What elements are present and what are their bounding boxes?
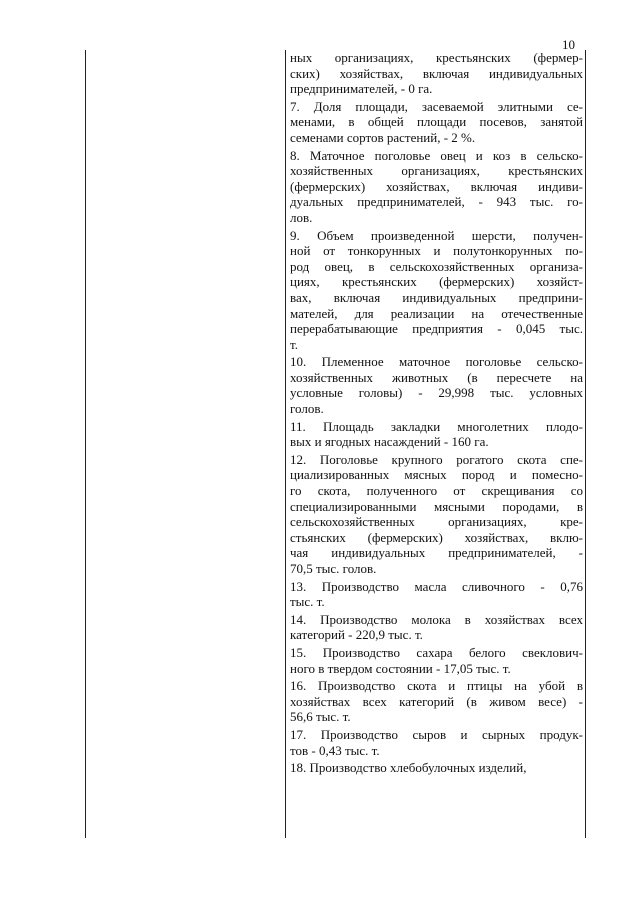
text-line: категорий - 220,9 тыс. т. <box>290 627 423 643</box>
text-line: голов. <box>290 401 324 417</box>
text-line: 8. Маточное поголовье овец и коз в сельско- <box>290 147 583 163</box>
entry-paragraph <box>290 228 583 353</box>
entry-paragraph <box>290 760 583 776</box>
table-column-divider <box>285 50 286 838</box>
text-line: ной от тонкорунных и полутонкорунных по- <box>290 243 583 259</box>
text-line: стьянских (фермерских) хозяйствах, вклю- <box>290 529 583 545</box>
entry-paragraph <box>290 452 583 577</box>
text-line: сельскохозяйственных организациях, кре- <box>290 514 583 530</box>
entry-paragraph <box>290 50 583 97</box>
text-line: (фермерских) хозяйствах, включая индиви- <box>290 178 583 194</box>
text-line: 12. Поголовье крупного рогатого скота спе- <box>290 451 583 467</box>
entry-paragraph <box>290 645 583 676</box>
text-line: 14. Производство молока в хозяйствах всех <box>290 611 583 627</box>
text-line: ного в твердом состоянии - 17,05 тыс. т. <box>290 660 511 676</box>
text-line: хозяйствах всех категорий (в живом весе) - <box>290 693 583 709</box>
text-line: циализированных мясных пород и помесно- <box>290 467 583 483</box>
entry-paragraph <box>290 579 583 610</box>
text-line: дуальных предпринимателей, - 943 тыс. го- <box>290 194 583 210</box>
text-line: ных организациях, крестьянских (фермер- <box>290 50 583 65</box>
entry-paragraph <box>290 678 583 725</box>
text-line: го скота, полученного от скрещивания со <box>290 483 583 499</box>
text-line: предпринимателей, - 0 га. <box>290 81 433 97</box>
page-number: 10 <box>562 37 575 52</box>
table-right-column <box>290 50 583 778</box>
text-line: род овец, в сельскохозяйственных организа- <box>290 258 583 274</box>
text-line: вах, включая индивидуальных предприни- <box>290 289 583 305</box>
text-line: 18. Производство хлебобулочных изделий, <box>290 760 527 776</box>
text-line: условные головы) - 29,998 тыс. условных <box>290 385 583 401</box>
text-line: 9. Объем произведенной шерсти, получен- <box>290 227 583 243</box>
text-line: 15. Производство сахара белого свеклович- <box>290 644 583 660</box>
text-line: циях, крестьянских (фермерских) хозяйст- <box>290 274 583 290</box>
text-line: тов - 0,43 тыс. т. <box>290 742 380 758</box>
entry-paragraph <box>290 612 583 643</box>
text-line: менами, в общей площади посевов, занятой <box>290 114 583 130</box>
text-line: 70,5 тыс. голов. <box>290 561 377 576</box>
entry-paragraph <box>290 99 583 146</box>
text-line: ских) хозяйствах, включая индивидуальных <box>290 65 583 81</box>
text-line: специализированными мясными породами, в <box>290 498 583 514</box>
text-line: 17. Производство сыров и сырных продук- <box>290 726 583 742</box>
table-border-right <box>585 50 586 838</box>
text-line: лов. <box>290 209 313 225</box>
entry-paragraph <box>290 727 583 758</box>
text-line: чая индивидуальных предпринимателей, - <box>290 545 583 561</box>
text-line: хозяйственных организациях, крестьянских <box>290 163 583 179</box>
table-border-left <box>85 50 86 838</box>
text-line: 10. Племенное маточное поголовье сельско- <box>290 354 583 370</box>
text-line: вых и ягодных насаждений - 160 га. <box>290 434 489 450</box>
entry-paragraph <box>290 419 583 450</box>
entry-paragraph <box>290 148 583 226</box>
text-line: 13. Производство масла сливочного - 0,76 <box>290 578 583 594</box>
text-line: перерабатывающие предприятия - 0,045 тыс. <box>290 321 583 337</box>
text-line: 7. Доля площади, засеваемой элитными се- <box>290 98 583 114</box>
text-line: 56,6 тыс. т. <box>290 709 351 725</box>
text-line: хозяйственных животных (в пересчете на <box>290 369 583 385</box>
text-line: 16. Производство скота и птицы на убой в <box>290 678 583 694</box>
text-line: 11. Площадь закладки многолетних плодо- <box>290 418 583 434</box>
text-line: семенами сортов растений, - 2 %. <box>290 129 476 145</box>
text-line: тыс. т. <box>290 594 325 610</box>
text-line: мателей, для реализации на отечественные <box>290 305 583 321</box>
entry-paragraph <box>290 354 583 416</box>
text-line: т. <box>290 336 298 352</box>
